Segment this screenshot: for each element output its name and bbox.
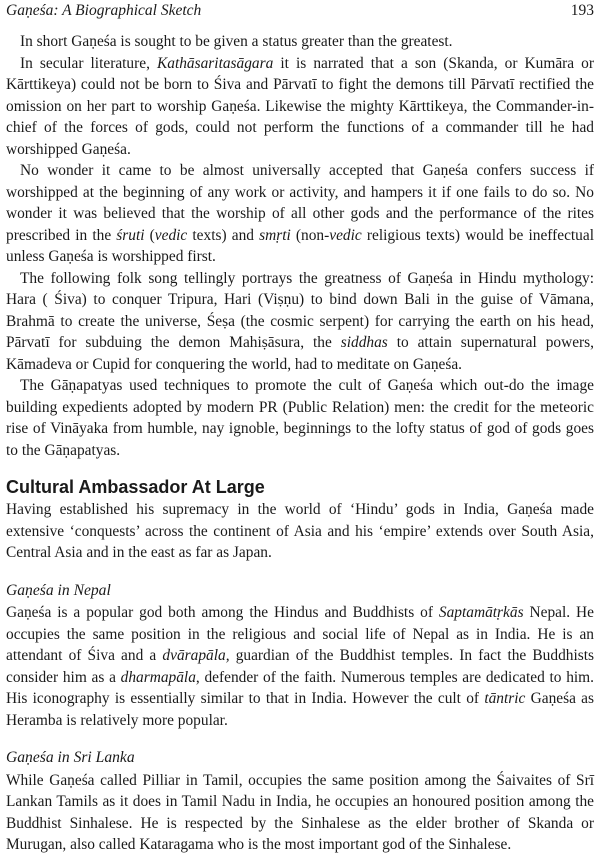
italic-term: Kathāsaritasāgara (157, 54, 274, 72)
italic-term: vedic (329, 226, 362, 244)
paragraph (6, 31, 594, 53)
text-run: Gaṇeśa as Heramba is relatively more popular. (6, 690, 594, 729)
italic-term: dvārapāla, (162, 647, 230, 664)
page-number: 193 (570, 2, 594, 19)
italic-term: siddhas (340, 334, 388, 351)
text-run: guardian of the Buddhist temples. In fact the Buddhists consider him as a (6, 647, 594, 686)
text-run: to attain supernatural powers, Kāmadeva or Cupid for conquering the world, had to meditate on Gaṇeśa. (6, 334, 594, 373)
text-run: Nepal. He occupies the same position in the religious and social life of Nepal as in India. He is an attendant of Śiva and a (6, 604, 594, 664)
text-run: The Gāṇapatyas used techniques to promote the cult of Gaṇeśa which out-do the image building expedients adopted by modern PR (Public Relation) men: the credit for the meteoric rise of Vināyaka from humble, nay ignoble, beginnings to the lofty status of god of gods goes to the Gāṇapatyas. (6, 377, 594, 459)
text-run: (non- (290, 226, 330, 244)
text-run: , defender of the faith. Numerous temples are dedicated to him. His iconography is essentially similar to that in India. However the cult of (6, 668, 595, 707)
paragraph (6, 268, 594, 376)
text-run: it is narrated that a son (Skanda, or Kumāra or Kārttikeya) could not be born to Śiva and Pārvatī to fight the demons till Pārvatī rectified the omission on her part to worship Gaṇeśa. Likewise the mighty Kārttikeya, the Commander-in-chief of the forces of gods, could not perform the functions of a commander till he had worshipped Gaṇeśa. (6, 54, 594, 158)
italic-term: tāntric (484, 690, 526, 707)
paragraph-sri-lanka (6, 770, 594, 856)
page-body (6, 31, 594, 856)
text-run: In secular literature, (20, 54, 157, 72)
subsection-heading-sri-lanka: Gaṇeśa in Sri Lanka (6, 749, 135, 766)
text-run: Gaṇeśa is a popular god both among the Hindus and Buddhists of (6, 604, 439, 621)
page-header (6, 2, 594, 24)
italic-term: śruti (116, 226, 145, 244)
paragraph (6, 375, 594, 461)
subsection-heading-nepal: Gaṇeśa in Nepal (6, 581, 111, 599)
italic-term: Saptamātṛkās (438, 604, 524, 621)
text-run: religious texts) would be ineffectual unless Gaṇeśa is worshipped first. (6, 226, 594, 265)
text-run: ( (144, 226, 155, 244)
text-run: texts) and (187, 226, 260, 244)
paragraph (6, 53, 594, 161)
text-run: In short Gaṇeśa is sought to be given a status greater than the greatest. (20, 33, 453, 50)
section-heading: Cultural Ambassador At Large (6, 477, 265, 497)
paragraph-nepal (6, 602, 594, 731)
paragraph (6, 160, 594, 268)
text-run: The following folk song tellingly portrays the greatness of Gaṇeśa in Hindu mythology: Hara ( Śiva) to conquer Tripura, Hari (Viṣṇu) to bind down Bali in the guise of Vāmana, Brahmā to create the universe, Śeṣa (the cosmic serpent) for carrying the earth on his head, Pārvatī for subduing the demon Mahiṣāsura, the (6, 269, 594, 351)
italic-term: dharmapāla (120, 668, 196, 686)
running-head: Gaṇeśa: A Biographical Sketch (6, 2, 202, 19)
section-paragraph: Having established his supremacy in the world of ‘Hindu’ gods in India, Gaṇeśa made extensive ‘conquests’ across the continent of Asia and his ‘empire’ extends over South Asia, Central Asia and in the east as far as Japan. (6, 501, 594, 561)
text-run: While Gaṇeśa called Pilliar in Tamil, occupies the same position among the Śaivaites of Srī Lankan Tamils as it does in Tamil Nadu in India, he occupies an honoured position among the Buddhist Sinhalese. He is respected by the Sinhalese as the elder brother of Skanda or Murugan, also called Kataragama who is the most important god of the Sinhalese. (6, 771, 594, 853)
opening-paragraphs (6, 31, 594, 461)
text-run: No wonder it came to be almost universally accepted that Gaṇeśa confers success if worshipped at the beginning of any work or activity, and hampers it if one fails to do so. No wonder it was believed that the worship of all other gods and the performance of the rites prescribed in the (6, 162, 594, 244)
italic-term: vedic (154, 226, 188, 244)
italic-term: smṛti (259, 226, 291, 244)
